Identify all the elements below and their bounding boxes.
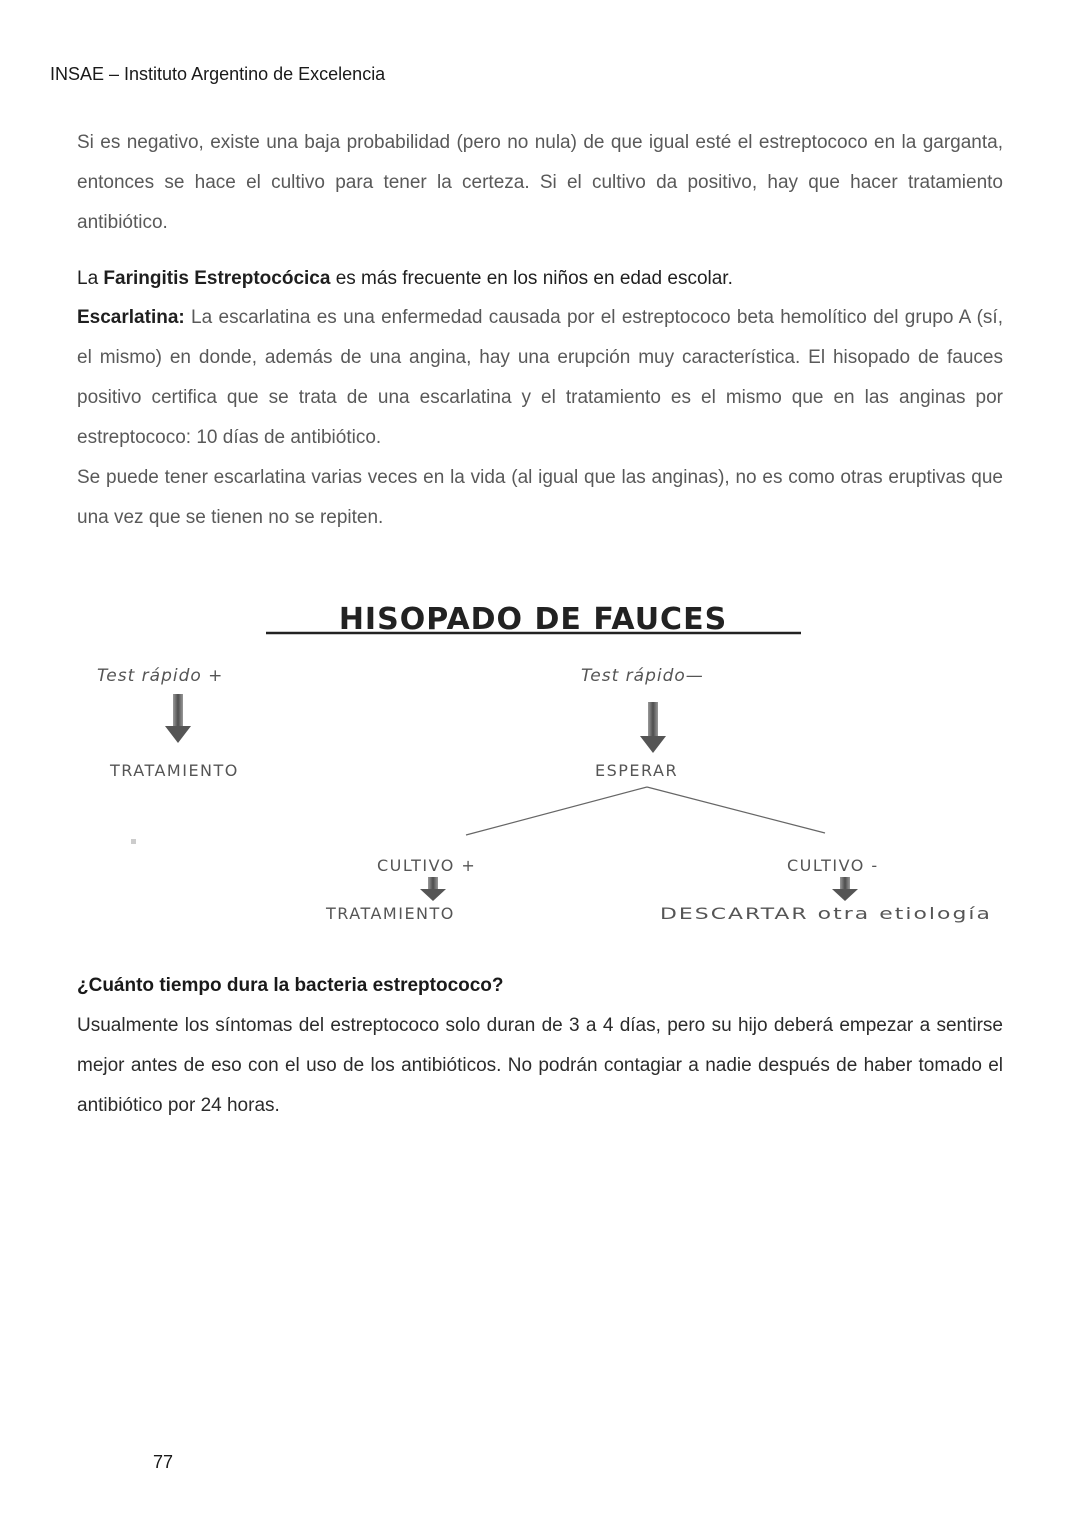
- faringitis-term: Faringitis Estreptocócica: [103, 268, 331, 289]
- cultivo-neg-result: DESCARTAR otra etiología: [660, 904, 992, 923]
- right-result-label: ESPERAR: [595, 761, 679, 780]
- arrow-down-icon: [420, 877, 446, 901]
- paragraph-escarlatina-recurrence: Se puede tener escarlatina varias veces en la vida (al igual que las anginas), no es como otras eruptivas que una vez que se tienen no se repiten.: [77, 467, 1003, 528]
- branch-line-right: [647, 787, 825, 833]
- cultivo-neg-label: CULTIVO -: [787, 856, 879, 875]
- page-number: 77: [153, 1452, 174, 1472]
- faringitis-lead: La: [77, 268, 104, 289]
- paragraph-negative-test: Si es negativo, existe una baja probabilidad (pero no nula) de que igual esté el estreptococo en la garganta, entonces se hace el cultivo para tener la certeza. Si el cultivo da positivo, hay que hacer tratamiento antibiótico.: [77, 132, 1003, 233]
- cultivo-pos-label: CULTIVO +: [377, 856, 477, 875]
- escarlatina-term: Escarlatina:: [77, 307, 185, 328]
- escarlatina-rest: La escarlatina es una enfermedad causada por el estreptococo beta hemolítico del grupo A (sí, el mismo) en donde, además de una angina, hay una erupción muy característica. El hisopado de fauces positivo certifica que se trata de una escarlatina y el tratamiento es el mismo que en las anginas por estreptococo: 10 días de antibiótico.: [77, 307, 1003, 448]
- paragraph-duration: Usualmente los síntomas del estreptococo solo duran de 3 a 4 días, pero su hijo deberá empezar a sentirse mejor antes de eso con el uso de los antibióticos. No podrán contagiar a nadie después de haber tomado el antibiótico por 24 horas.: [77, 1015, 1003, 1116]
- stray-dot: [131, 839, 136, 844]
- arrow-down-icon: [832, 877, 858, 901]
- faringitis-rest: es más frecuente en los niños en edad escolar.: [330, 268, 733, 289]
- left-result-label: TRATAMIENTO: [110, 761, 239, 780]
- question-heading: ¿Cuánto tiempo dura la bacteria estreptococo?: [77, 975, 504, 996]
- arrow-down-icon: [640, 702, 666, 753]
- page-header: INSAE – Instituto Argentino de Excelencia: [50, 64, 386, 84]
- branch-line-left: [466, 787, 647, 835]
- arrow-down-icon: [165, 694, 191, 743]
- right-test-label: Test rápido—: [581, 666, 704, 686]
- cultivo-pos-result: TRATAMIENTO: [326, 904, 455, 923]
- diagram-title: HISOPADO DE FAUCES: [338, 602, 728, 637]
- left-test-label: Test rápido +: [97, 666, 224, 686]
